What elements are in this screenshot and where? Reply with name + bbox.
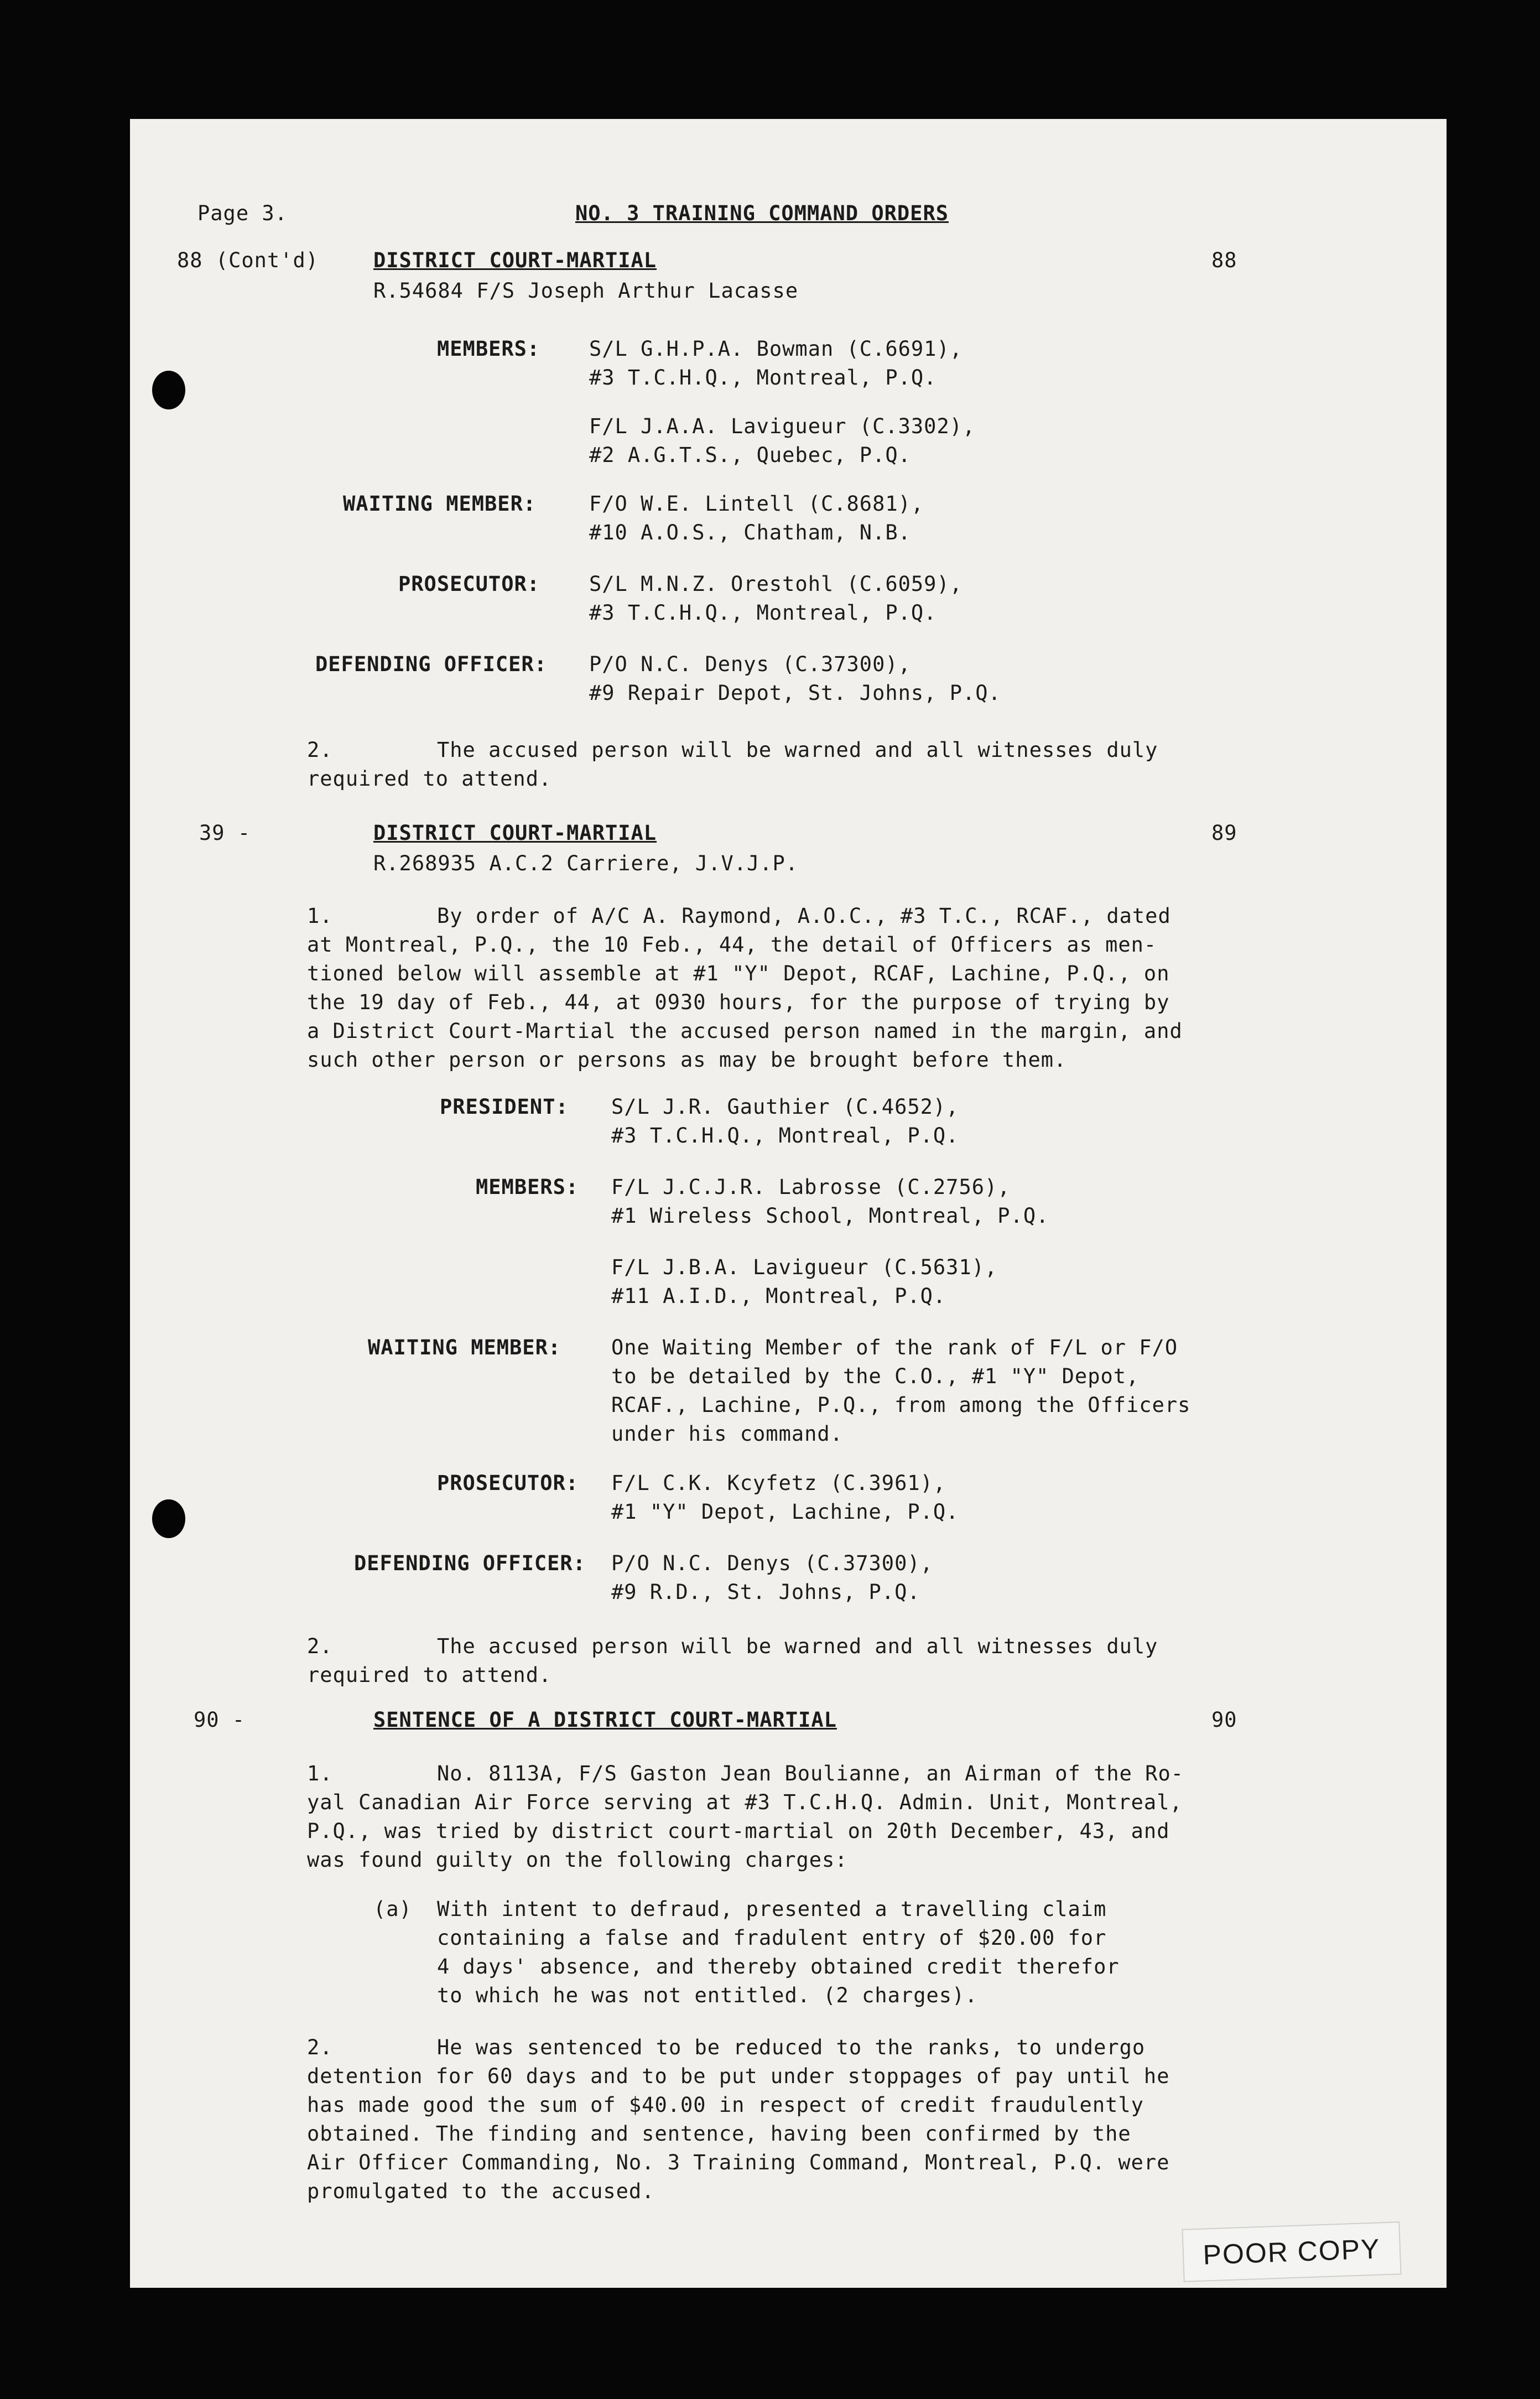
defending-officer-line: #9 R.D., St. Johns, P.Q.: [611, 1580, 920, 1604]
member-line: F/L J.C.J.R. Labrosse (C.2756),: [611, 1175, 1011, 1199]
order-89-heading: DISTRICT COURT-MARTIAL: [373, 821, 657, 845]
prosecutor-line: #1 "Y" Depot, Lachine, P.Q.: [611, 1500, 959, 1524]
paragraph-line: has made good the sum of $40.00 in respect of credit fraudulently: [307, 2093, 1144, 2117]
member-line: F/L J.B.A. Lavigueur (C.5631),: [611, 1255, 998, 1279]
paragraph-line: He was sentenced to be reduced to the ranks, to undergo: [437, 2035, 1146, 2059]
charge-label: (a): [373, 1897, 412, 1921]
waiting-member-line: to be detailed by the C.O., #1 "Y" Depot,: [611, 1364, 1140, 1388]
waiting-member-line: under his command.: [611, 1422, 843, 1446]
punch-hole-top: [152, 371, 185, 409]
charge-line: containing a false and fradulent entry of $20.00 for: [437, 1926, 1107, 1950]
document-title: NO. 3 TRAINING COMMAND ORDERS: [575, 201, 949, 225]
paragraph-line: obtained. The finding and sentence, having been confirmed by the: [307, 2122, 1131, 2146]
defending-officer-line: P/O N.C. Denys (C.37300),: [589, 652, 911, 676]
paragraph-line: yal Canadian Air Force serving at #3 T.C.H.Q. Admin. Unit, Montreal,: [307, 1790, 1183, 1814]
member-line: F/L J.A.A. Lavigueur (C.3302),: [589, 414, 976, 438]
paragraph-line: at Montreal, P.Q., the 10 Feb., 44, the detail of Officers as men-: [307, 933, 1157, 957]
paragraph-line: the 19 day of Feb., 44, at 0930 hours, for the purpose of trying by: [307, 990, 1170, 1014]
charge-line: to which he was not entitled. (2 charges).: [437, 1983, 978, 2007]
defending-officer-label: DEFENDING OFFICER:: [315, 652, 547, 676]
paragraph-line: required to attend.: [307, 767, 552, 791]
member-line: #3 T.C.H.Q., Montreal, P.Q.: [589, 366, 937, 390]
defending-officer-line: P/O N.C. Denys (C.37300),: [611, 1551, 933, 1575]
waiting-member-line: One Waiting Member of the rank of F/L or F/O: [611, 1336, 1178, 1359]
order-88-number: 88 (Cont'd): [177, 248, 319, 272]
member-line: #11 A.I.D., Montreal, P.Q.: [611, 1284, 946, 1308]
paragraph-line: required to attend.: [307, 1663, 552, 1687]
prosecutor-label: PROSECUTOR:: [437, 1471, 579, 1495]
paragraph-line: The accused person will be warned and all witnesses duly: [437, 738, 1158, 762]
members-label: MEMBERS:: [476, 1175, 579, 1199]
order-88-number-right: 88: [1211, 248, 1237, 272]
prosecutor-label: PROSECUTOR:: [398, 572, 540, 596]
prosecutor-line: S/L M.N.Z. Orestohl (C.6059),: [589, 572, 963, 596]
document-page: [130, 119, 1447, 2288]
poor-copy-stamp: POOR COPY: [1182, 2221, 1401, 2282]
paragraph-line: P.Q., was tried by district court-martial on 20th December, 43, and: [307, 1819, 1170, 1843]
prosecutor-line: #3 T.C.H.Q., Montreal, P.Q.: [589, 601, 937, 625]
paragraph-line: By order of A/C A. Raymond, A.O.C., #3 T.C., RCAF., dated: [437, 904, 1171, 928]
waiting-member-line: F/O W.E. Lintell (C.8681),: [589, 492, 924, 516]
order-90-margin-mark: 90 -: [194, 1708, 246, 1732]
paragraph-number: 2.: [307, 738, 333, 762]
paragraph-line: Air Officer Commanding, No. 3 Training Command, Montreal, P.Q. were: [307, 2151, 1170, 2174]
prosecutor-line: F/L C.K. Kcyfetz (C.3961),: [611, 1471, 946, 1495]
members-label: MEMBERS:: [437, 337, 540, 361]
order-89-margin-mark: 39 -: [199, 821, 251, 845]
order-88-accused: R.54684 F/S Joseph Arthur Lacasse: [373, 279, 799, 303]
waiting-member-label: WAITING MEMBER:: [368, 1336, 561, 1359]
waiting-member-label: WAITING MEMBER:: [343, 492, 537, 516]
member-line: S/L G.H.P.A. Bowman (C.6691),: [589, 337, 963, 361]
paragraph-number: 2.: [307, 1634, 333, 1658]
paragraph-line: was found guilty on the following charges:: [307, 1848, 848, 1872]
order-90-heading: SENTENCE OF A DISTRICT COURT-MARTIAL: [373, 1708, 837, 1732]
paragraph-number: 2.: [307, 2035, 333, 2059]
charge-line: With intent to defraud, presented a travelling claim: [437, 1897, 1107, 1921]
page-number: Page 3.: [197, 201, 288, 225]
paragraph-line: tioned below will assemble at #1 "Y" Depot, RCAF, Lachine, P.Q., on: [307, 962, 1170, 985]
defending-officer-label: DEFENDING OFFICER:: [354, 1551, 586, 1575]
paragraph-line: promulgated to the accused.: [307, 2179, 655, 2203]
president-label: PRESIDENT:: [440, 1095, 569, 1119]
order-89-accused: R.268935 A.C.2 Carriere, J.V.J.P.: [373, 851, 799, 875]
paragraph-line: a District Court-Martial the accused person named in the margin, and: [307, 1019, 1183, 1043]
punch-hole-bottom: [152, 1499, 185, 1538]
paragraph-number: 1.: [307, 904, 333, 928]
member-line: #2 A.G.T.S., Quebec, P.Q.: [589, 443, 911, 467]
president-line: #3 T.C.H.Q., Montreal, P.Q.: [611, 1124, 959, 1147]
president-line: S/L J.R. Gauthier (C.4652),: [611, 1095, 959, 1119]
paragraph-line: such other person or persons as may be brought before them.: [307, 1048, 1067, 1072]
paragraph-number: 1.: [307, 1762, 333, 1785]
order-90-number-right: 90: [1211, 1708, 1237, 1732]
paragraph-line: detention for 60 days and to be put under stoppages of pay until he: [307, 2064, 1170, 2088]
waiting-member-line: RCAF., Lachine, P.Q., from among the Officers: [611, 1393, 1191, 1417]
paragraph-line: The accused person will be warned and all witnesses duly: [437, 1634, 1158, 1658]
order-88-heading: DISTRICT COURT-MARTIAL: [373, 248, 657, 272]
charge-line: 4 days' absence, and thereby obtained credit therefor: [437, 1955, 1120, 1979]
order-89-number-right: 89: [1211, 821, 1237, 845]
paragraph-line: No. 8113A, F/S Gaston Jean Boulianne, an Airman of the Ro-: [437, 1762, 1184, 1785]
member-line: #1 Wireless School, Montreal, P.Q.: [611, 1204, 1049, 1228]
defending-officer-line: #9 Repair Depot, St. Johns, P.Q.: [589, 681, 1001, 705]
waiting-member-line: #10 A.O.S., Chatham, N.B.: [589, 521, 911, 544]
